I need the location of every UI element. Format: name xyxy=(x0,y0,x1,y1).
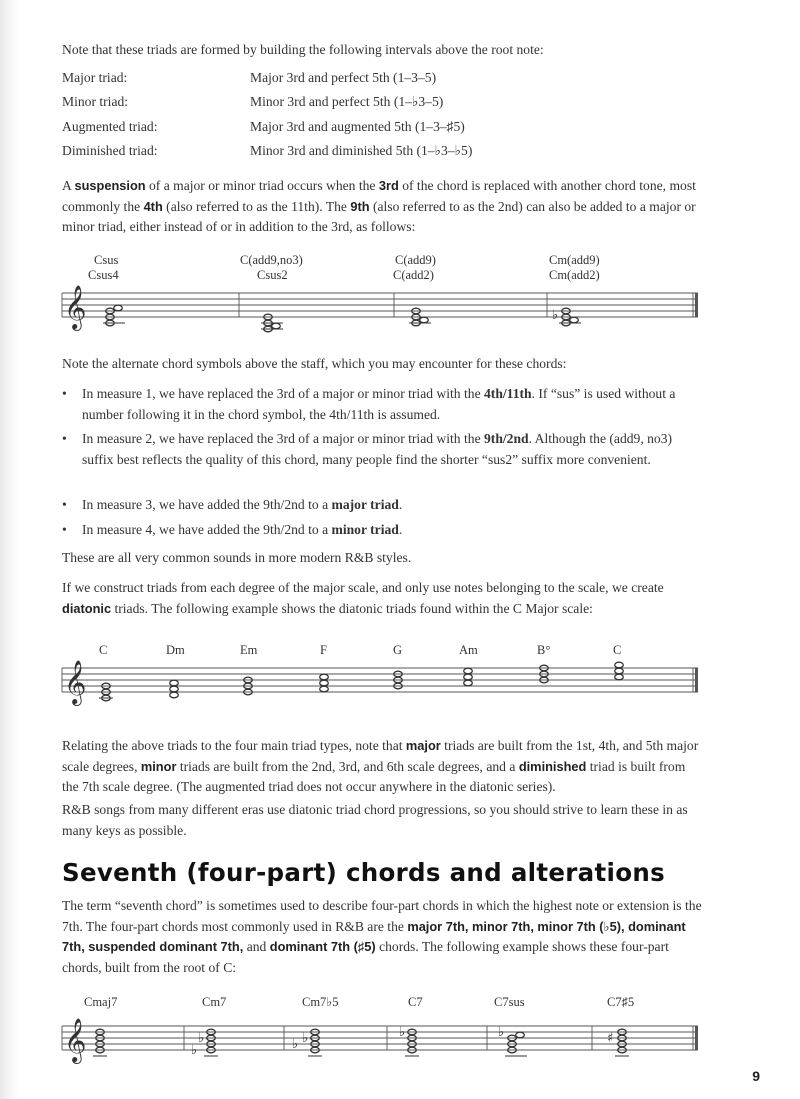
rnb-paragraph: R&B songs from many different eras use diatonic triad chord progressions, so you should strive to learn these in as many keys as possible. xyxy=(62,802,688,838)
page-edge-shadow xyxy=(0,0,18,1099)
triad-definition: Major 3rd and perfect 5th (1–3–5) xyxy=(250,70,437,85)
chord-symbol: G xyxy=(393,643,403,657)
bullet-item: • In measure 3, we have added the 9th/2nd to a major triad. xyxy=(62,495,702,516)
chord-symbol: C(add9,no3) xyxy=(240,253,303,267)
flat-accidental-icon: ♭ xyxy=(292,1037,299,1052)
chord-symbol: C7 xyxy=(408,995,423,1009)
triad-definition: Major 3rd and augmented 5th (1–3–♯5) xyxy=(250,119,465,134)
relating-paragraph: Relating the above triads to the four main triad types, note that major triads are built from the 1st, 4th, and 5th major scale degrees, minor triads are built from the 2nd, 3rd, and 6th scale degrees, and a diminished triad is built from the 7th scale degree. (The augmented triad does not occur anywhere in the diatonic series). xyxy=(62,738,699,794)
intro-text: Note that these triads are formed by building the following intervals above the root note: xyxy=(62,42,544,57)
triad-name: Major triad: xyxy=(62,70,128,85)
chord-symbol: C7♯5 xyxy=(607,995,635,1009)
page-number: 9 xyxy=(752,1068,760,1084)
chord-symbol: Csus xyxy=(94,253,119,267)
triad-row xyxy=(62,94,702,114)
chord-symbol-alt: C(add2) xyxy=(393,268,434,282)
triad-row xyxy=(62,143,702,163)
triad-row xyxy=(62,119,702,139)
chord-symbol: Em xyxy=(240,643,258,657)
triad-name: Diminished triad: xyxy=(62,143,158,158)
flat-accidental-icon: ♭ xyxy=(191,1043,198,1058)
bullet-icon: • xyxy=(62,522,67,537)
note-alternate-text: Note the alternate chord symbols above the staff, which you may encounter for these chords: xyxy=(62,356,567,371)
chord-symbol: Cmaj7 xyxy=(84,995,118,1009)
bullet-item: • In measure 4, we have added the 9th/2nd to a minor triad. xyxy=(62,520,702,541)
triad-definition: Minor 3rd and diminished 5th (1–♭3–♭5) xyxy=(250,143,473,158)
chord-symbol: C7sus xyxy=(494,995,525,1009)
chord-symbol: Am xyxy=(459,643,478,657)
suspension-paragraph: A suspension of a major or minor triad occurs when the 3rd of the chord is replaced with another chord tone, most commonly the 4th (also referred to as the 11th). The 9th (also referred to as the 2nd) can also be added to a major or minor triad, either instead of or in addition to the 3rd, as follows: xyxy=(62,178,696,234)
section-heading: Seventh (four-part) chords and alterations xyxy=(62,858,665,887)
flat-accidental-icon: ♭ xyxy=(302,1031,309,1046)
chord-symbol: Cm7 xyxy=(202,995,227,1009)
chord-symbol: C xyxy=(613,643,622,657)
chord-symbol-alt: Csus2 xyxy=(257,268,288,282)
bullet-icon: • xyxy=(62,386,67,401)
bullet-icon: • xyxy=(62,497,67,512)
treble-clef-icon: 𝄞 xyxy=(64,1018,87,1062)
sharp-accidental-icon: ♯ xyxy=(607,1031,614,1046)
flat-accidental-icon: ♭ xyxy=(399,1025,406,1040)
treble-clef-icon: 𝄞 xyxy=(64,660,87,704)
diatonic-triads-staff xyxy=(62,640,712,710)
bullet-item: • In measure 2, we have replaced the 3rd of a major or minor triad with the 9th/2nd. Although the (add9, no3) suffix best reflects the quality of this chord, many people find the shorter “sus2” suffix more convenient. xyxy=(62,431,673,467)
common-sounds-text: These are all very common sounds in more modern R&B styles. xyxy=(62,550,412,565)
chord-symbol: F xyxy=(320,643,327,657)
triad-name: Augmented triad: xyxy=(62,119,158,134)
diatonic-paragraph: If we construct triads from each degree of the major scale, and only use notes belonging to the scale, we create diatonic triads. The following example shows the diatonic triads found within the C Major scale: xyxy=(62,580,664,616)
treble-clef-icon: 𝄞 xyxy=(64,285,87,329)
triad-definition: Minor 3rd and perfect 5th (1–♭3–5) xyxy=(250,94,444,109)
chord-symbol-alt: Csus4 xyxy=(88,268,119,282)
music-staff xyxy=(62,640,712,710)
flat-accidental-icon: ♭ xyxy=(198,1031,205,1046)
music-staff xyxy=(62,250,712,335)
chord-symbol: Cm7♭5 xyxy=(302,995,339,1009)
chord-symbol: Dm xyxy=(166,643,185,657)
chord-symbol-alt: Cm(add2) xyxy=(549,268,600,282)
bullet-item: • In measure 1, we have replaced the 3rd of a major or minor triad with the 4th/11th. If “sus” is used without a number following it in the chord symbol, the 4th/11th is assumed. xyxy=(62,386,676,422)
sus-chords-staff xyxy=(62,250,712,335)
chord-symbol: B° xyxy=(537,643,551,657)
music-staff xyxy=(62,992,712,1062)
chord-symbol: Cm(add9) xyxy=(549,253,600,267)
flat-accidental-icon: ♭ xyxy=(498,1025,505,1040)
seventh-paragraph: The term “seventh chord” is sometimes used to describe four-part chords in which the highest note or extension is the 7th. The four-part chords most commonly used in R&B are the major 7th, minor 7th, minor 7th (♭5), dominant 7th, suspended dominant 7th, and dominant 7th (♯5) chords. The following example shows these four-part chords, built from the root of C: xyxy=(62,898,702,975)
seventh-chords-staff xyxy=(62,992,712,1062)
chord-symbol: C(add9) xyxy=(395,253,436,267)
bullet-icon: • xyxy=(62,431,67,446)
flat-accidental-icon: ♭ xyxy=(552,308,559,323)
triad-name: Minor triad: xyxy=(62,94,129,109)
chord-symbol: C xyxy=(99,643,108,657)
triad-row xyxy=(62,70,702,90)
